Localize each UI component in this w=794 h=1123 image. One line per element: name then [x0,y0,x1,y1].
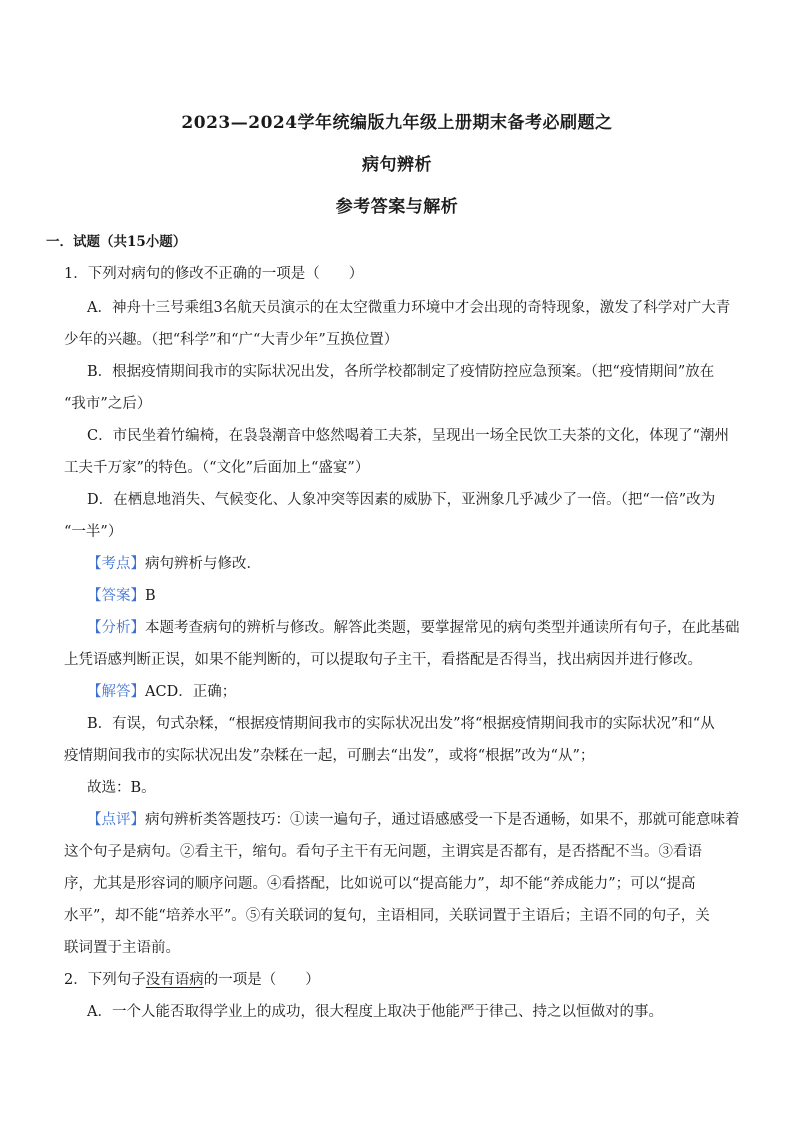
q1-dianping-line5: 联词置于主语前。 [64,940,180,956]
answer-tag: 【答案】 [87,588,145,604]
q1-fenxi-line1 [87,618,740,638]
section-heading: 一．试题（共15小题） [46,234,187,250]
question-2-stem [64,970,320,990]
q1-option-d-line2: “一半”） [64,524,123,540]
q1-dianping-line2: 这个句子是病句。②看主干，缩句。看句子主干有无问题，主谓宾是否都有，是否搭配不当。③看语 [64,844,702,860]
dianping-tag: 【点评】 [87,812,145,828]
q1-dianping-line1 [87,810,740,830]
q1-jieda-b-line2: 疫情期间我市的实际状况出发”杂糅在一起，可删去“出发”，或将“根据”改为“从”； [64,748,595,764]
q1-dianping-line4: 水平”，却不能“培养水平”。⑤有关联词的复句，主语相同，关联词置于主语后；主语不同的句子，关 [64,908,710,924]
q1-option-a-line2: 少年的兴趣。（把“科学”和“广“大青少年”互换位置） [64,332,399,348]
document-title: 2023—2024学年统编版九年级上册期末备考必刷题之 [181,113,613,133]
q1-jieda [87,682,236,702]
fenxi-tag: 【分析】 [87,620,145,636]
q1-option-d-line1: D．在栖息地消失、气候变化、人象冲突等因素的威胁下，亚洲象几乎减少了一倍。（把“一倍”改为 [87,492,716,508]
jieda-text: ACD．正确； [145,684,237,700]
q1-fenxi-line2: 上凭语感判断正误，如果不能判断的，可以提取句子主干，看搭配是否得当，找出病因并进行修改。 [64,652,702,668]
q2-stem-post: 的一项是（ ） [203,972,320,988]
q1-select: 故选：B。 [87,780,156,796]
kaodian-text: 病句辨析与修改． [145,556,261,572]
question-1-stem: 1．下列对病句的修改不正确的一项是（ ） [64,266,364,282]
q2-stem-pre: 2．下列句子 [64,972,146,988]
q1-option-a-line1: A．神舟十三号乘组3名航天员演示的在太空微重力环境中才会出现的奇特现象，激发了科学对广大青 [87,300,731,316]
q1-jieda-b-line1: B．有误，句式杂糅，“根据疫情期间我市的实际状况出发”将“根据疫情期间我市的实际状况”和“从 [87,716,715,732]
answer-text: B [145,588,156,604]
q2-stem-underlined: 没有语病 [145,972,204,988]
q1-answer [87,586,156,606]
q1-option-b-line2: “我市”之后） [64,396,152,412]
document-subtitle: 病句辨析 [362,155,432,175]
q1-option-c-line2: 工夫千万家”的特色。（“文化”后面加上“盛宴”） [64,460,370,476]
kaodian-tag: 【考点】 [87,556,145,572]
q1-kaodian [87,554,261,574]
q1-option-c-line1: C．市民坐着竹编椅，在袅袅潮音中悠然喝着工夫茶，呈现出一场全民饮工夫茶的文化，体现了“潮州 [87,428,730,444]
jieda-tag: 【解答】 [87,684,145,700]
q1-option-b-line1: B．根据疫情期间我市的实际状况出发，各所学校都制定了疫情防控应急预案。（把“疫情期间”放在 [87,364,715,380]
answer-heading: 参考答案与解析 [335,197,459,217]
fenxi-text: 本题考查病句的辨析与修改。解答此类题，要掌握常见的病句类型并通读所有句子，在此基础 [145,620,740,636]
q2-option-a: A．一个人能否取得学业上的成功，很大程度上取决于他能严于律己、持之以恒做对的事。 [87,1004,663,1020]
q1-dianping-line3: 序，尤其是形容词的顺序问题。④看搭配，比如说可以“提高能力”，却不能“养成能力”；可以“提高 [64,876,696,892]
dianping-text: 病句辨析类答题技巧：①读一遍句子，通过语感感受一下是否通畅，如果不，那就可能意味着 [145,812,740,828]
